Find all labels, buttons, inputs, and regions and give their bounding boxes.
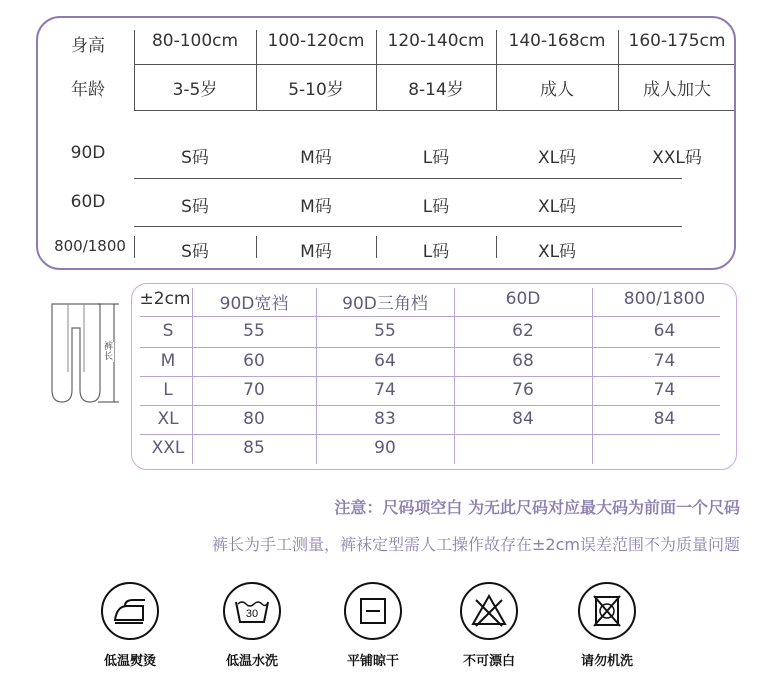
length-cell: 62	[512, 321, 534, 341]
length-cell: 55	[243, 321, 265, 341]
size-column-divider	[376, 236, 377, 258]
no-tumble-dry-icon	[578, 582, 636, 640]
care-item-machine	[552, 582, 662, 669]
size-column-divider	[496, 236, 497, 258]
wash-temp: 30	[245, 608, 259, 620]
size-cell: L码	[422, 197, 450, 217]
size-cell: 80-100cm	[151, 31, 239, 51]
size-cell: M码	[300, 148, 332, 168]
length-column-divider	[454, 288, 455, 464]
size-cell: M码	[300, 197, 332, 217]
length-header: 90D三角档	[342, 294, 428, 314]
care-item-wash	[197, 582, 307, 669]
size-cell: 140-168cm	[508, 31, 606, 51]
size-row-label: 60D	[70, 192, 106, 212]
length-divider	[140, 434, 720, 435]
care-item-dry	[318, 582, 428, 669]
size-column-divider	[256, 236, 257, 258]
length-size-label: S	[162, 321, 174, 341]
length-header: 90D宽裆	[219, 294, 289, 314]
size-divider	[134, 178, 682, 179]
size-column-divider	[256, 30, 257, 110]
size-cell: XL码	[537, 197, 577, 217]
size-cell: 120-140cm	[387, 31, 485, 51]
size-cell: XL码	[537, 148, 577, 168]
size-row-label: 年龄	[71, 80, 105, 100]
wash-30-icon	[223, 582, 281, 640]
size-divider	[134, 64, 734, 65]
length-size-label: XL	[157, 409, 179, 429]
care-label: 请勿机洗	[580, 654, 633, 669]
length-divider	[140, 376, 720, 377]
size-divider	[134, 110, 734, 111]
length-column-divider	[192, 288, 193, 464]
size-cell: 100-120cm	[267, 31, 365, 51]
length-cell: 90	[374, 438, 396, 458]
length-size-label: M	[160, 351, 176, 371]
size-cell: XXL码	[652, 148, 702, 168]
length-divider	[140, 347, 720, 348]
size-cell: 成人	[540, 80, 574, 100]
length-cell: 76	[512, 380, 534, 400]
size-cell: L码	[422, 148, 450, 168]
leg-length-label: 裤长	[104, 342, 114, 362]
size-cell: 160-175cm	[628, 31, 726, 51]
length-cell: 64	[374, 351, 396, 371]
length-cell: 74	[653, 380, 676, 400]
size-cell: 成人加大	[643, 80, 711, 100]
size-cell: 3-5岁	[172, 80, 218, 100]
length-header: 800/1800	[623, 289, 706, 309]
length-cell: 74	[653, 351, 676, 371]
care-label: 不可漂白	[462, 654, 515, 669]
care-item-iron	[75, 582, 185, 669]
size-cell: M码	[300, 242, 332, 262]
measurement-note: 裤长为手工测量，裤袜定型需人工操作故存在±2cm误差范围不为质量问题	[212, 535, 740, 554]
length-size-label: XXL	[151, 438, 185, 458]
care-label: 平铺晾干	[346, 654, 399, 669]
size-column-divider	[134, 30, 135, 110]
length-divider	[140, 405, 720, 406]
size-divider	[134, 226, 682, 227]
length-cell: 83	[374, 409, 396, 429]
size-column-divider	[496, 30, 497, 110]
size-column-divider	[618, 30, 619, 110]
dry-flat-icon	[344, 582, 402, 640]
length-cell: 74	[374, 380, 396, 400]
length-size-label: L	[163, 380, 173, 400]
length-cell: 70	[243, 380, 265, 400]
size-column-divider	[376, 30, 377, 110]
length-cell: 60	[243, 351, 265, 371]
length-cell: 85	[243, 438, 265, 458]
length-cell: 55	[374, 321, 396, 341]
size-note: 注意：尺码项空白 为无此尺码对应最大码为前面一个尺码	[334, 498, 740, 517]
length-divider	[140, 316, 720, 317]
size-cell: XL码	[537, 242, 577, 262]
length-cell: 68	[512, 351, 534, 371]
size-cell: 8-14岁	[408, 80, 464, 100]
size-column-divider	[134, 236, 135, 258]
size-cell: 5-10岁	[288, 80, 344, 100]
size-cell: L码	[422, 242, 450, 262]
care-item-bleach	[434, 582, 544, 669]
size-cell: S码	[181, 148, 209, 168]
size-row-label: 800/1800	[54, 237, 126, 255]
length-header: 60D	[505, 289, 541, 309]
length-column-divider	[592, 288, 593, 464]
care-label: 低温熨烫	[103, 654, 156, 669]
length-cell: 84	[653, 409, 676, 429]
size-row-label: 身高	[71, 36, 105, 56]
size-cell: S码	[181, 242, 209, 262]
low-temp-iron-icon	[101, 582, 159, 640]
care-label: 低温水洗	[225, 654, 278, 669]
length-cell: 84	[512, 409, 534, 429]
length-column-divider	[316, 288, 317, 464]
length-header: ±2cm	[139, 289, 191, 309]
size-row-label: 90D	[70, 143, 106, 163]
leggings-icon	[46, 298, 126, 408]
size-cell: S码	[181, 197, 209, 217]
length-cell: 64	[653, 321, 676, 341]
leg-length-figure	[46, 298, 126, 408]
no-bleach-icon	[460, 582, 518, 640]
length-cell: 80	[243, 409, 265, 429]
